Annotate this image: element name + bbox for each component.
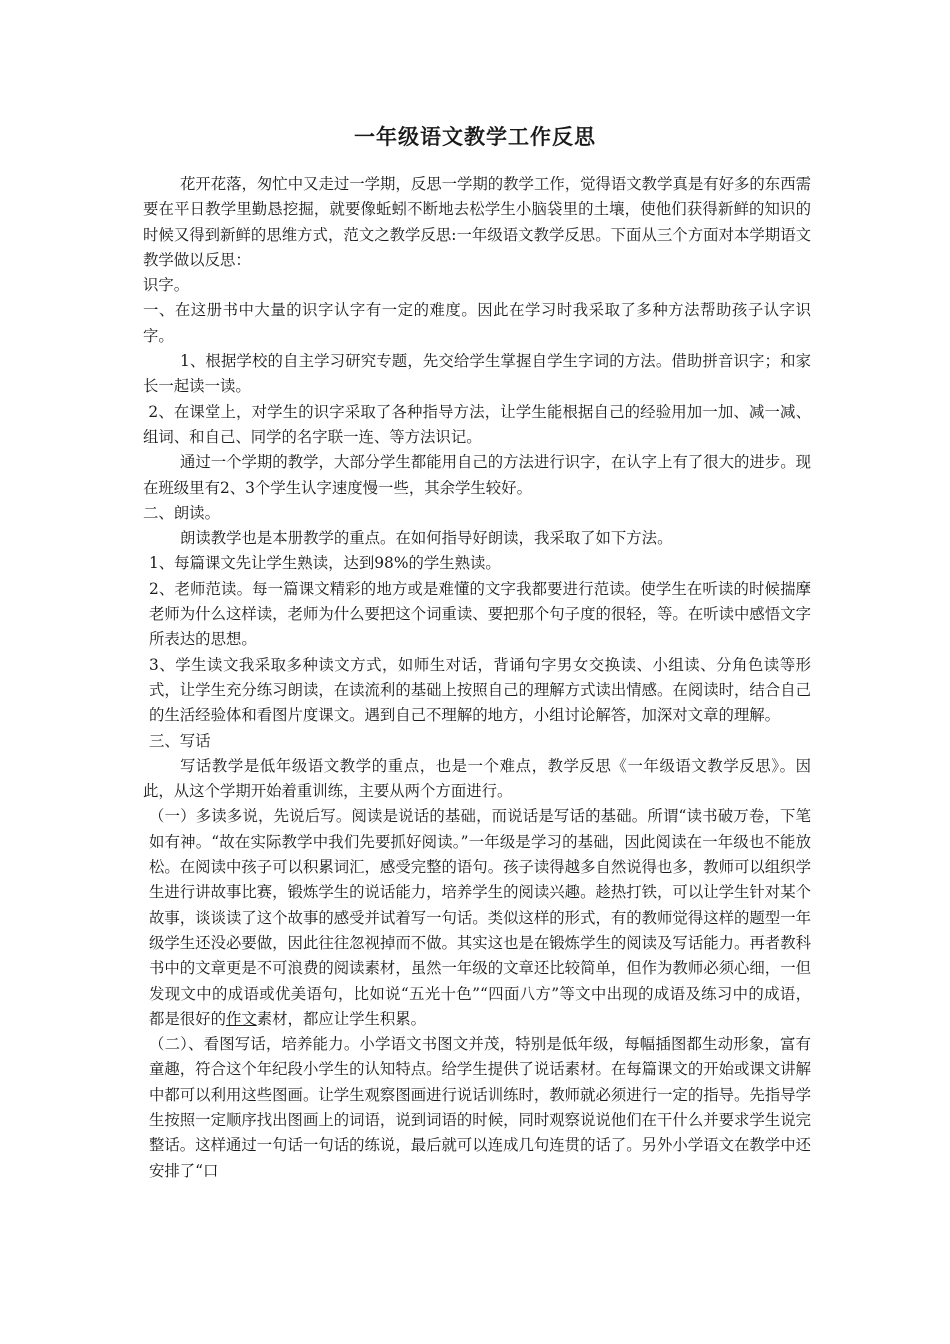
reading-method-2: 2、老师范读。每一篇课文精彩的地方或是难懂的文字我都要进行范读。使学生在听读的时候揣摩老师为什么这样读，老师为什么要把这个词重读、要把那个句子度的很轻，等。在听读中感悟文字所表达的思想。	[149, 579, 811, 649]
writing-method-1-tail: 素材，都应让学生积累。	[256, 1009, 427, 1028]
literacy-summary-paragraph: 通过一个学期的教学，大部分学生都能用自己的方法进行识字，在认字上有了很大的进步。现在班级里有2、3个学生认字速度慢一些，其余学生较好。	[143, 453, 811, 497]
section-3-heading: 三、写话	[149, 731, 211, 750]
reading-method-1: 1、每篇课文先让学生熟读，达到98%的学生熟读。	[149, 554, 501, 573]
writing-method-2: （二）、看图写话，培养能力。小学语文书图文并茂，特别是低年级，每幅插图都生动形象，富有童趣，符合这个年纪段小学生的认知特点。给学生提供了说话素材。在每篇课文的开始或课文讲解中都可以利用这些图画。让学生观察图画进行说话训练时，教师就必须进行一定的指导。先指导学生按照一定顺序找出图画上的词语，说到词语的时候，同时观察说说他们在干什么并要求学生说完整话。这样通过一句话一句话的练说，最后就可以连成几句连贯的话了。另外小学语文在教学中还安排了“口	[149, 1035, 811, 1180]
writing-method-1-text: （一）多读多说，先说后写。阅读是说话的基础，而说话是写话的基础。所谓“读书破万卷，下笔如有神。“故在实际教学中我们先要抓好阅读。”一年级是学习的基础，因此阅读在一年级也不能放松。在阅读中孩子可以积累词汇，感受完整的语句。孩子读得越多自然说得也多，教师可以组织学生进行讲故事比赛，锻炼学生的说话能力，培养学生的阅读兴趣。趁热打铁，可以让学生针对某个故事，谈谈读了这个故事的感受并试着写一句话。类似这样的形式，有的教师觉得这样的题型一年级学生还没必要做，因此往往忽视掉而不做。其实这也是在锻炼学生的阅读及写话能力。再者教科书中的文章更是不可浪费的阅读素材，虽然一年级的文章还比较简单，但作为教师必须心细，一但发现文中的成语或优美语句，比如说“五光十色”“四面八方”等文中出现的成语及练习中的成语，都是很好的	[149, 807, 811, 1028]
method-1-paragraph: 1、根据学校的自主学习研究专题，先交给学生掌握自学生字词的方法。借助拼音识字；和家长一起读一读。	[143, 352, 811, 396]
section-1-heading: 一、在这册书中大量的识字认字有一定的难度。因此在学习时我采取了多种方法帮助孩子认字识字。	[143, 301, 811, 345]
intro-paragraph: 花开花落，匆忙中又走过一学期，反思一学期的教学工作，觉得语文教学真是有好多的东西需要在平日教学里勤恳挖掘，就要像蚯蚓不断地去松学生小脑袋里的土壤，使他们获得新鲜的知识的时候又得到新鲜的思维方式，范文之教学反思:一年级语文教学反思。下面从三个方面对本学期语文教学做以反思：	[143, 175, 811, 269]
document-body	[143, 172, 811, 1184]
method-2-paragraph: 2、在课堂上，对学生的识字采取了各种指导方法，让学生能根据自己的经验用加一加、减一减、组词、和自己、同学的名字联一连、等方法识记。	[143, 402, 811, 446]
writing-method-1	[143, 804, 811, 1032]
writing-intro-paragraph: 写话教学是低年级语文教学的重点，也是一个难点，教学反思《一年级语文教学反思》。因此，从这个学期开始着重训练，主要从两个方面进行。	[143, 756, 811, 801]
literacy-label: 识字。	[143, 276, 190, 295]
section-2-heading: 二、朗读。	[143, 503, 220, 522]
reading-method-3: 3、学生读文我采取多种读文方式，如师生对话，背诵句字男女交换读、小组读、分角色读等形式，让学生充分练习朗读，在读流利的基础上按照自己的理解方式读出情感。在阅读时，结合自己的生活经验体和看图片度课文。遇到自己不理解的地方，小组讨论解答，加深对文章的理解。	[149, 655, 811, 725]
document-title: 一年级语文教学工作反思	[354, 125, 596, 149]
reading-intro-paragraph: 朗读教学也是本册教学的重点。在如何指导好朗读，我采取了如下方法。	[179, 529, 673, 548]
composition-link[interactable]: 作文	[225, 1009, 257, 1028]
